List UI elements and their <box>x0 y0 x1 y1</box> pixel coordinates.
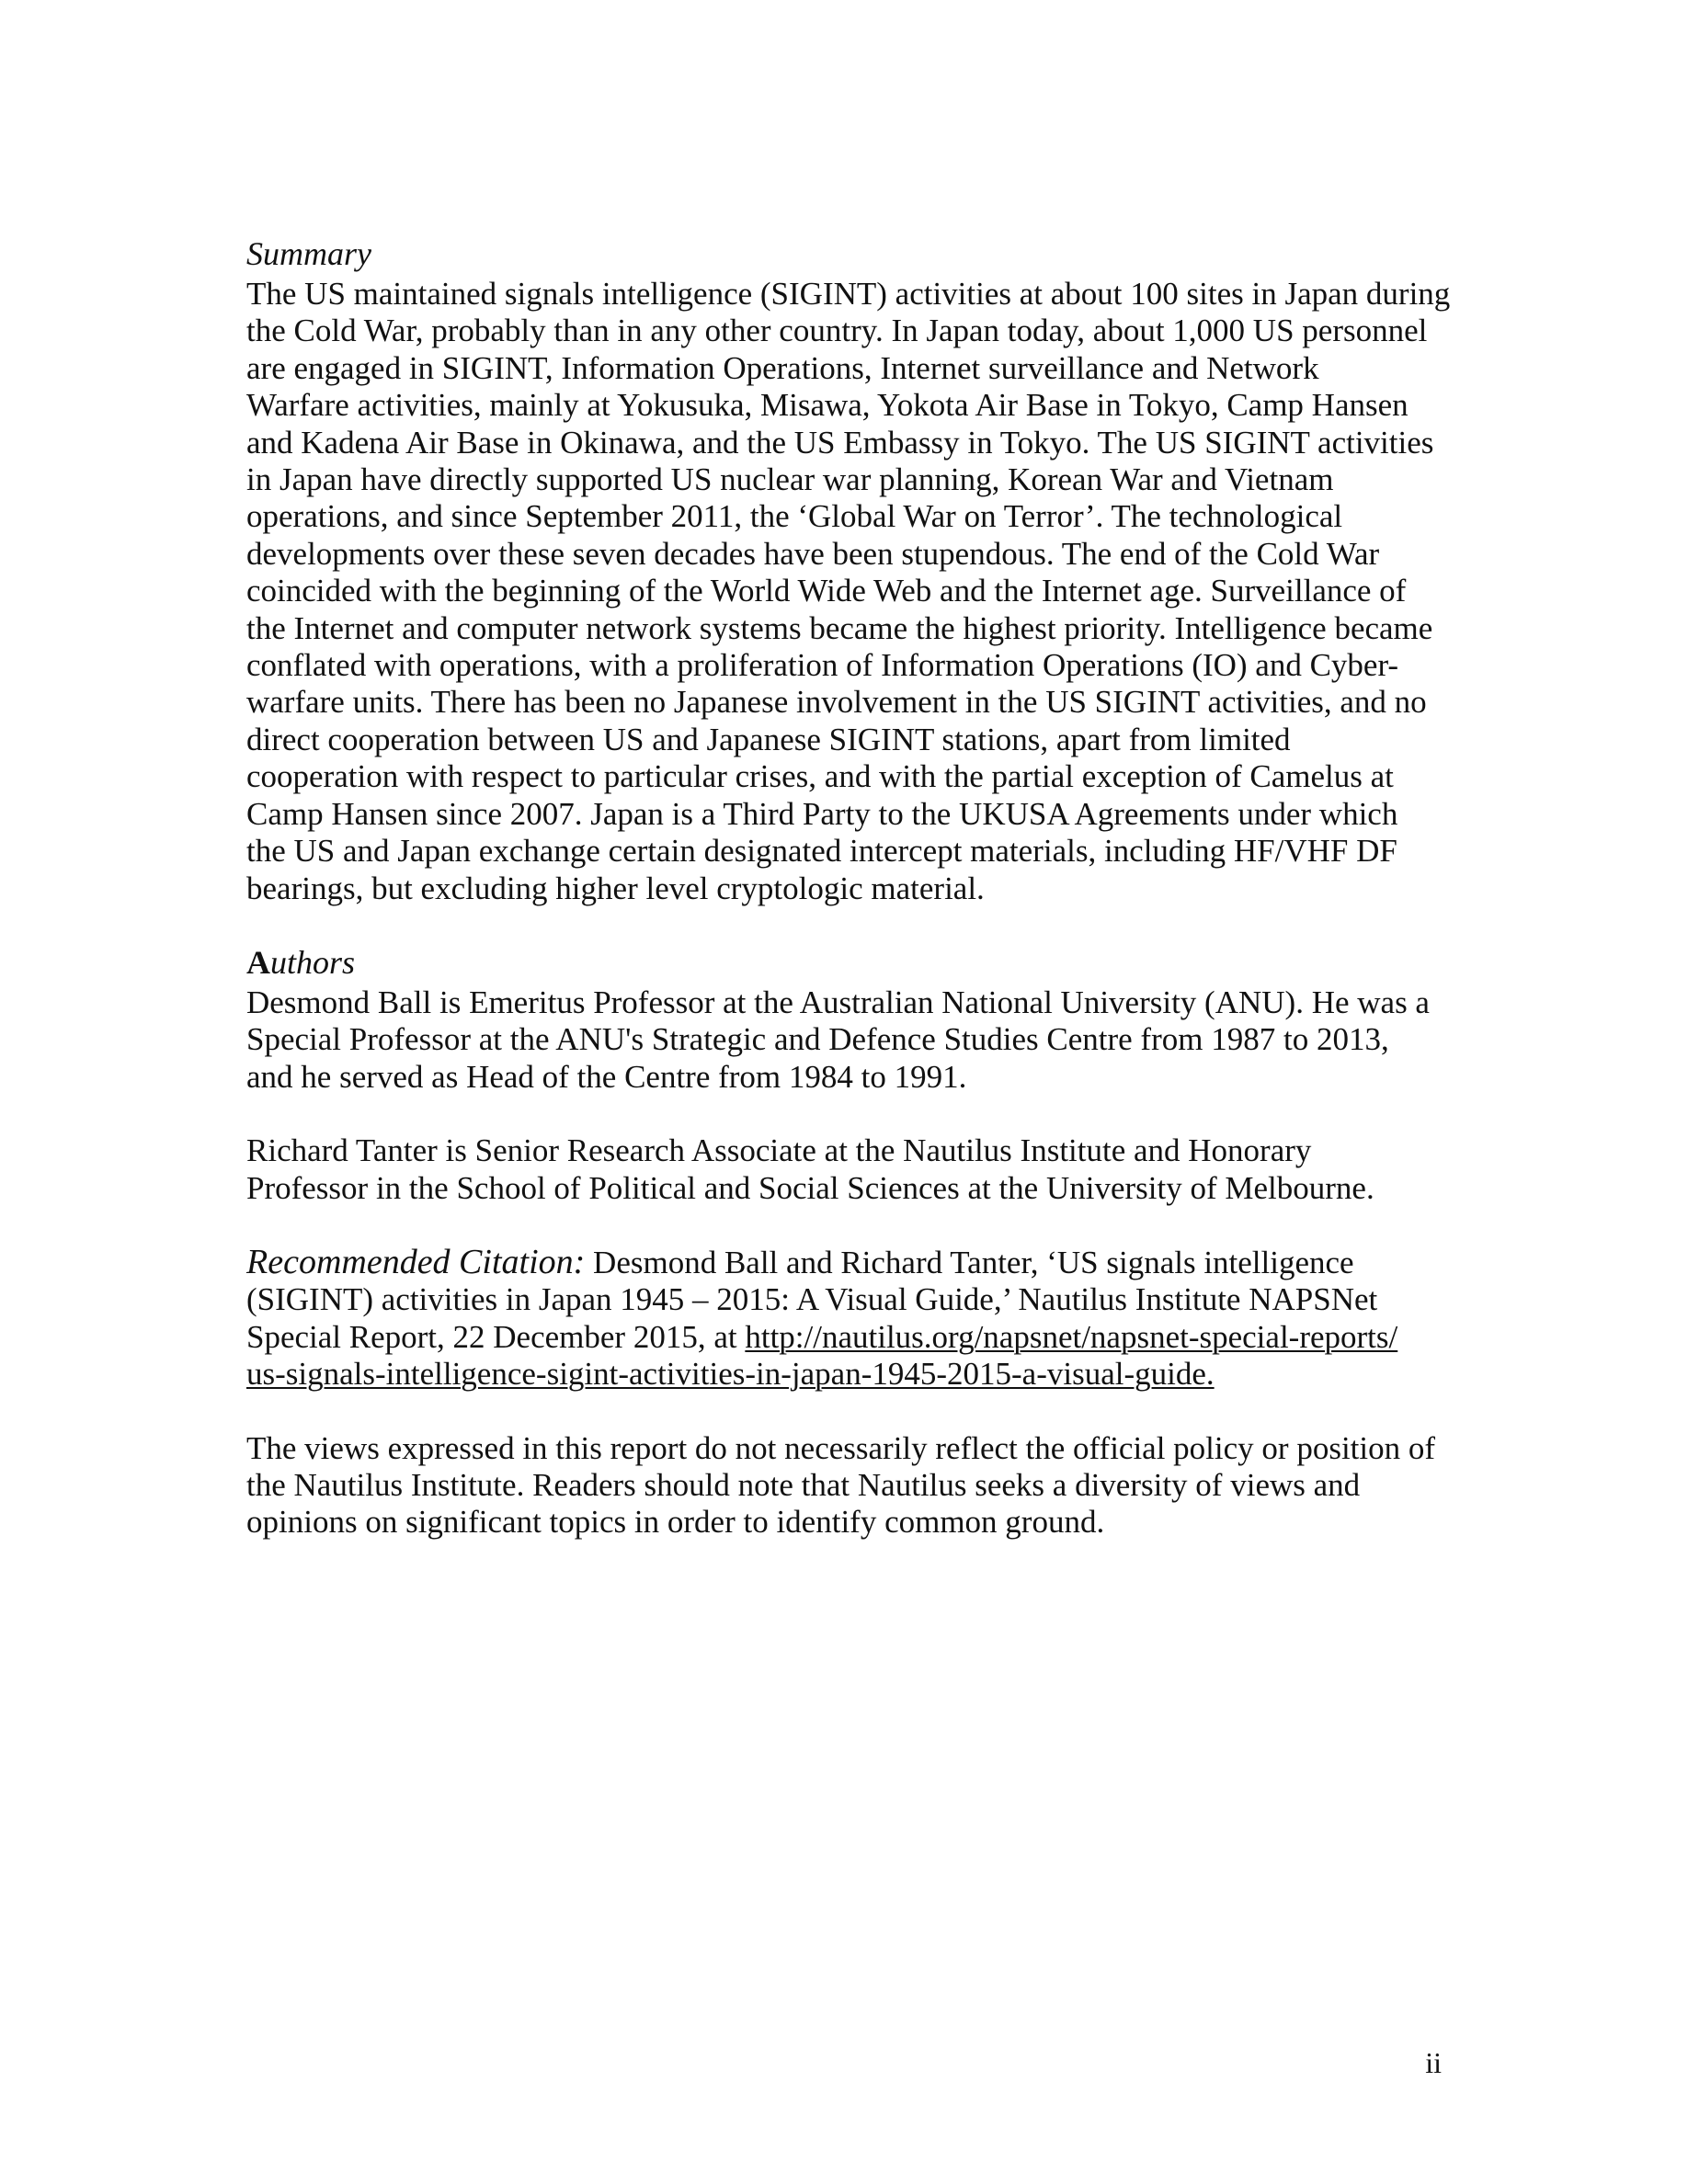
tanter-bio-line: Professor in the School of Political and Social Sciences at the University of Melbourne. <box>246 1169 1374 1206</box>
summary-line: bearings, but excluding higher level cryptologic material. <box>246 870 985 906</box>
summary-line: developments over these seven decades have been stupendous. The end of the Cold War <box>246 535 1380 572</box>
disclaimer-line: The views expressed in this report do not necessarily reflect the official policy or position of <box>246 1429 1436 1466</box>
summary-section <box>246 232 1451 907</box>
page-content <box>246 232 1451 1541</box>
summary-line: warfare units. There has been no Japanese involvement in the US SIGINT activities, and no <box>246 684 1427 721</box>
summary-paragraph <box>246 276 1451 907</box>
summary-line: Warfare activities, mainly at Yokusuka, Misawa, Yokota Air Base in Tokyo, Camp Hansen <box>246 387 1409 424</box>
summary-line: in Japan have directly supported US nuclear war planning, Korean War and Vietnam <box>246 461 1334 498</box>
citation-line <box>246 1244 1442 1281</box>
tanter-bio-line: Richard Tanter is Senior Research Associate at the Nautilus Institute and Honorary <box>246 1132 1312 1169</box>
summary-heading: Summary <box>246 235 371 272</box>
citation-label: Recommended Citation: <box>246 1242 586 1281</box>
summary-line: Camp Hansen since 2007. Japan is a Third Party to the UKUSA Agreements under which <box>246 795 1398 832</box>
authors-heading-rest: uthors <box>270 943 356 981</box>
summary-line: The US maintained signals intelligence (SIGINT) activities at about 100 sites in Japan during <box>246 276 1451 312</box>
summary-line: are engaged in SIGINT, Information Operations, Internet surveillance and Network <box>246 349 1319 386</box>
summary-line: coincided with the beginning of the World Wide Web and the Internet age. Surveillance of <box>246 573 1407 609</box>
citation-text: Desmond Ball and Richard Tanter, ‘US signals intelligence <box>585 1244 1354 1280</box>
summary-line: conflated with operations, with a proliferation of Information Operations (IO) and Cyber- <box>246 647 1399 684</box>
summary-line: the Cold War, probably than in any other country. In Japan today, about 1,000 US personnel <box>246 313 1428 349</box>
summary-line: cooperation with respect to particular crises, and with the partial exception of Camelus at <box>246 758 1394 795</box>
citation-line <box>246 1319 1442 1356</box>
ball-bio-line: and he served as Head of the Centre from 1984 to 1991. <box>246 1058 967 1095</box>
citation-text: Special Report, 22 December 2015, at <box>246 1318 746 1355</box>
disclaimer-section <box>246 1430 1442 1541</box>
citation-section <box>246 1244 1442 1393</box>
tanter-bio-paragraph <box>246 1132 1442 1207</box>
summary-line: the US and Japan exchange certain designated intercept materials, including HF/VHF DF <box>246 833 1397 870</box>
summary-line: operations, and since September 2011, the ‘Global War on Terror’. The technological <box>246 498 1343 535</box>
citation-url-link-continued[interactable]: us-signals-intelligence-sigint-activities-in-japan-1945-2015-a-visual-guide. <box>246 1356 1215 1393</box>
summary-line: direct cooperation between US and Japanese SIGINT stations, apart from limited <box>246 721 1291 757</box>
summary-line: and Kadena Air Base in Okinawa, and the US Embassy in Tokyo. The US SIGINT activities <box>246 424 1434 461</box>
disclaimer-line: opinions on significant topics in order to identify common ground. <box>246 1504 1105 1541</box>
ball-bio-line: Desmond Ball is Emeritus Professor at the Australian National University (ANU). He was a <box>246 984 1430 1020</box>
ball-bio-paragraph <box>246 984 1442 1096</box>
page-number: ii <box>1425 2046 1442 2079</box>
summary-line: the Internet and computer network systems became the highest priority. Intelligence became <box>246 609 1433 646</box>
disclaimer-line: the Nautilus Institute. Readers should note that Nautilus seeks a diversity of views and <box>246 1466 1361 1503</box>
ball-bio-line: Special Professor at the ANU's Strategic and Defence Studies Centre from 1987 to 2013, <box>246 1021 1389 1058</box>
authors-heading <box>246 940 1442 984</box>
citation-url-link[interactable]: http://nautilus.org/napsnet/napsnet-special-reports/ <box>745 1318 1398 1355</box>
authors-heading-initial: A <box>246 943 270 981</box>
citation-line <box>246 1356 1442 1393</box>
citation-line: (SIGINT) activities in Japan 1945 – 2015: A Visual Guide,’ Nautilus Institute NAPSNet <box>246 1281 1378 1318</box>
authors-section <box>246 940 1442 1207</box>
